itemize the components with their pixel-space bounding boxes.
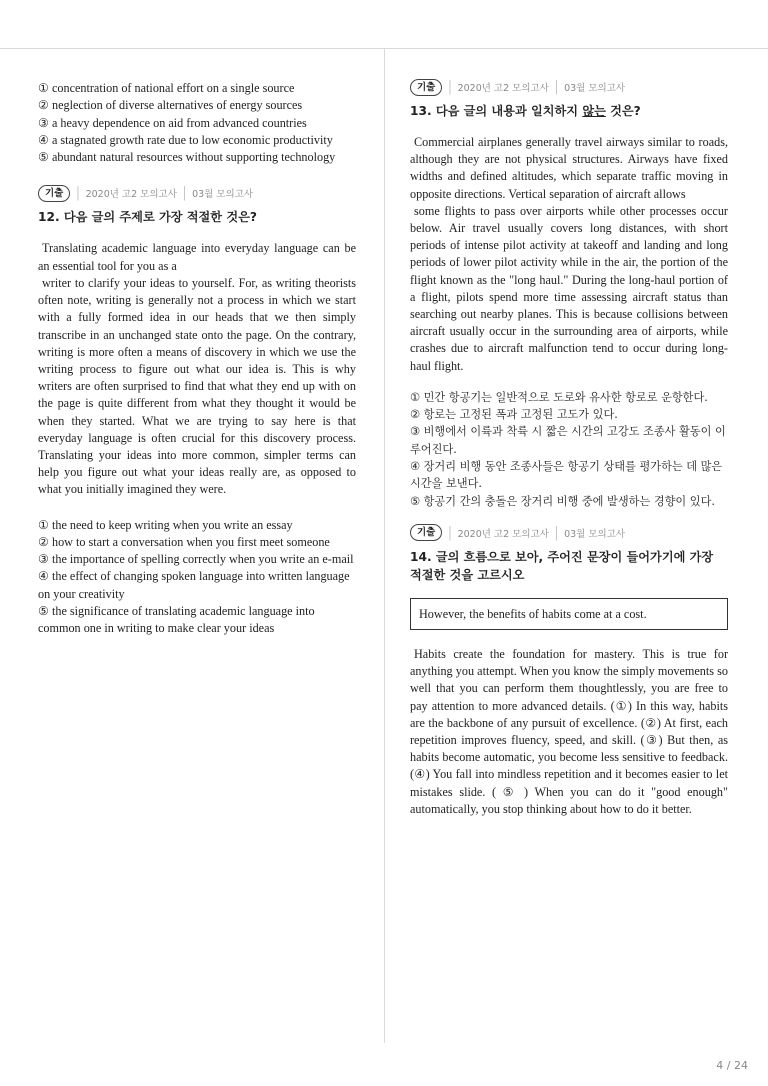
q13-options	[410, 389, 728, 510]
exam-year: 2020년 고2 모의고사	[457, 528, 549, 540]
exam-year: 2020년 고2 모의고사	[85, 189, 177, 201]
q13-passage-part1: Commercial airplanes generally travel airways similar to roads, although they are not physical structures. Airways have fixed widths and defined altitudes, which separate traffic moving in opposite directions. Vertical separation of aircraft allows	[410, 135, 728, 201]
q12-passage: writer to clarify your ideas to yourself. For, as writing theorists often note, writing is generally not a process in which we start with a fully formed idea in our heads that we then simply transcribe in an unchanged state onto the page. On the contrary, writing is more often a means of discovery in which we use the writing process to figure out what our idea is. This is why writers are often surprised to find that what they end up with on the page is quite different from what they thought it would be when they started. What we are trying to say here is that everyday language is often crucial for this discovery process. Translating your ideas into more common, simpler terms can help you figure out what your ideas really are, as opposed to what you initially imagined they were.	[38, 275, 356, 497]
separator: |	[554, 523, 559, 541]
exam-month: 03월 모의고사	[192, 189, 254, 201]
option-item: ③ a heavy dependence on aid from advanced countries	[38, 115, 307, 130]
option-item: ② how to start a conversation when you first meet someone	[38, 534, 330, 549]
option-item: ② neglection of diverse alternatives of energy sources	[38, 98, 303, 113]
option-item: ⑤ the significance of translating academic language into common one in writing to make clear your ideas	[38, 604, 315, 636]
past-exam-badge: 기출	[38, 185, 70, 202]
q13-title	[410, 102, 728, 120]
exam-year: 2020년 고2 모의고사	[457, 83, 549, 94]
option-item: ⑤ 항공기 간의 충돌은 장거리 비행 중에 발생하는 경향이 있다.	[410, 494, 715, 508]
option-item: ③ the importance of spelling correctly when you write an e-mail	[38, 552, 354, 567]
q12-title: 12. 다음 글의 주제로 가장 적절한 것은?	[38, 210, 257, 225]
q14-source-line	[410, 524, 728, 542]
q12-source-line	[38, 184, 356, 202]
column-divider	[384, 48, 385, 1043]
separator: |	[448, 523, 452, 541]
previous-question-options	[38, 80, 356, 166]
option-item: ④ the effect of changing spoken language into written language on your creativity	[38, 569, 350, 601]
option-item: ⑤ abundant natural resources without supporting technology	[38, 150, 336, 165]
given-sentence-box: However, the benefits of habits come at a cost.	[410, 598, 728, 630]
q14-passage: Habits create the foundation for mastery. This is true for anything you attempt. When you know the simply movements so well that you can perform them thoughtlessly, you are free to pay attention to more advanced details. (①) In this way, habits are the backbone of any pursuit of excellence. (②) At first, each repetition improves fluency, speed, and skill. (③) But then, as habits become automatic, you become less sensitive to feedback. (④) You fall into mindless repetition and it becomes easier to let mistakes slide. ( ⑤ ) When you can do it "good enough" automatically, you stop thinking about how to do it better.	[410, 646, 728, 816]
exam-month: 03월 모의고사	[564, 83, 626, 94]
q12-options	[38, 517, 356, 638]
past-exam-badge: 기출	[410, 524, 442, 541]
option-item: ② 항로는 고정된 폭과 고정된 고도가 있다.	[410, 408, 618, 422]
left-column	[38, 80, 356, 638]
q14-title: 14. 글의 흐름으로 보아, 주어진 문장이 들어가기에 가장 적절한 것을 고르시오	[410, 549, 714, 582]
right-column	[410, 78, 728, 828]
separator: |	[448, 78, 452, 95]
separator: |	[76, 184, 80, 202]
page-number: 4 / 24	[716, 1059, 748, 1072]
past-exam-badge: 기출	[410, 79, 442, 96]
q13-passage: some flights to pass over airports while other processes occur below. Air travel usually covers long distances, with short periods of intense pilot activity at takeoff and landing and long periods of lower pilot activity while in the air, the portion of the flight known as the "long haul." During the long-haul portion of a flight, pilots spend more time assessing aircraft status than searching out nearby planes. This is because collisions between aircraft usually occur in the surrounding area of airports, while crashes due to aircraft malfunction tend to occur during long-haul flight.	[410, 203, 728, 373]
option-item: ④ 장거리 비행 동안 조종사들은 항공기 상태를 평가하는 데 많은 시간을 보낸다.	[410, 460, 723, 491]
option-item: ① concentration of national effort on a single source	[38, 81, 295, 95]
option-item: ④ a stagnated growth rate due to low economic productivity	[38, 132, 333, 147]
separator: |	[182, 184, 187, 202]
q13-title-underlined: 않는	[582, 104, 606, 118]
option-item: ① the need to keep writing when you write an essay	[38, 517, 293, 532]
q13-source-line	[410, 78, 728, 96]
q13-title-text: 13. 다음 글의 내용과 일치하지	[410, 104, 583, 118]
option-item: ① 민간 항공기는 일반적으로 도로와 유사한 항로로 운항한다.	[410, 390, 708, 404]
option-item: ③ 비행에서 이륙과 착륙 시 짧은 시간의 고강도 조종사 활동이 이루어진다.	[410, 425, 726, 456]
q13-title-text-end: 것은?	[605, 104, 641, 118]
exam-month: 03월 모의고사	[564, 528, 626, 540]
q12-passage-line1: Translating academic language into everyday language can be an essential tool for you as a	[38, 241, 356, 273]
separator: |	[554, 78, 559, 95]
